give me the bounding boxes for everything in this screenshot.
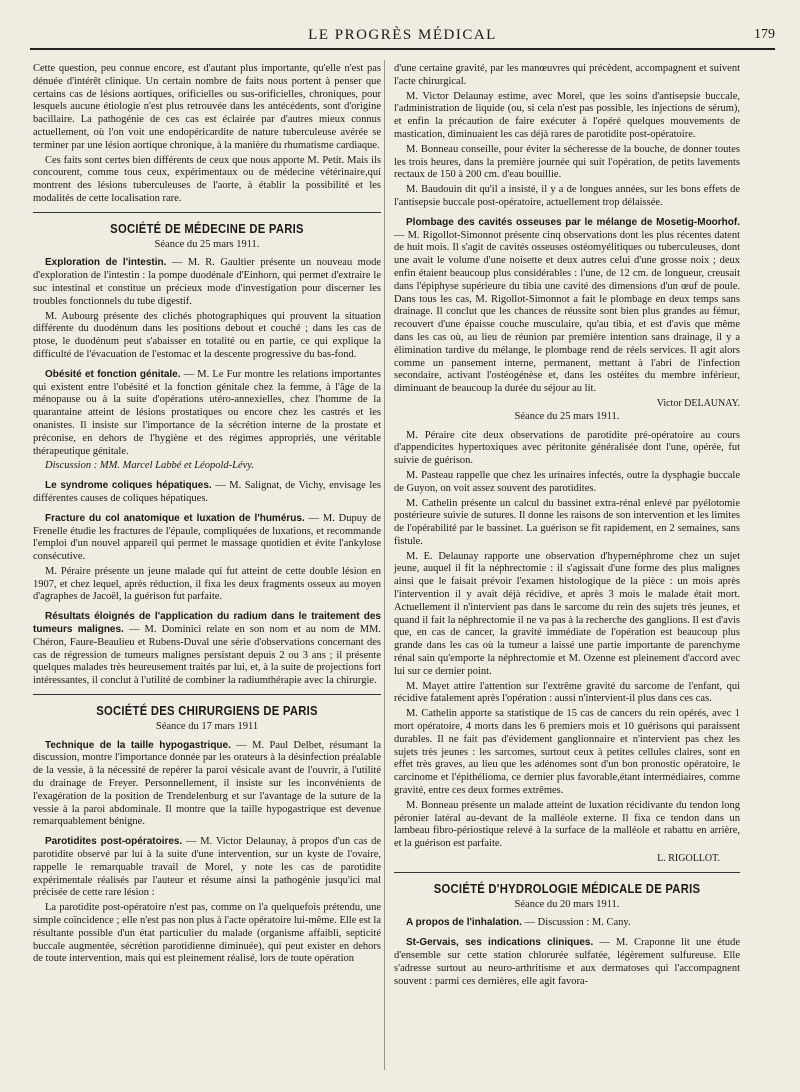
report-text: — M. Paul Delbet, résumant la discussion, montre l'importance donnée par les orateurs à la désinfection préalable de la vessie, à la nécessité de repérer la paroi vésicale avant de l'ouvrir, à l'utilité du drainage de Freyer. Personnellement, il insiste sur les inconvénients de l'exagération de la position de Trendelenburg et sur l'avantage de la suture de la vessie à la paroi abdominale. Il montre que la taille hypogastrique est devenue remarquablement bénigne. xyxy=(33,739,381,828)
society-title: SOCIÉTÉ D'HYDROLOGIE MÉDICALE DE PARIS xyxy=(433,880,701,896)
author-signature: L. RIGOLLOT. xyxy=(657,853,720,865)
report-text: — M. Craponne lit une étude d'ensemble sur cette station chlorurée sulfatée, légèrement sulfureuse. Elle s'adresse surtout au neuro-arthritisme et aux dermatoses qui l'accompagnent souvent : parmi ces dernières, elle agit favora- xyxy=(394,937,740,987)
report-item: M. Baudouin dit qu'il a insisté, il y a de longues années, sur les bons effets de l'antisepsie buccale post-opératoire, actuellement trop délaissée. xyxy=(394,184,740,208)
society-title: SOCIÉTÉ DE MÉDECINE DE PARIS xyxy=(110,220,304,236)
report-item xyxy=(394,217,740,396)
report-item xyxy=(394,917,740,930)
continued-paragraph: d'une certaine gravité, par les manœuvres qui précèdent, accompagnent et suivent l'acte chirurgical. xyxy=(394,63,740,87)
author-signature: Victor DELAUNAY. xyxy=(656,397,740,409)
report-text: — M. Victor Delaunay, à propos d'un cas de parotidite observé par lui à la suite d'une intervention, sur un kyste de l'ovaire, rappelle le remarquable travail de Morel, y note les cas de parotidite expérimentale réalisés par l'auteur et résume ainsi la pathogénie jusqu'ici mal précisée de cette rare lésion : xyxy=(33,836,381,899)
report-item: M. Victor Delaunay estime, avec Morel, que les soins d'antisepsie buccale, l'administration de liquide (ou, si cela n'est pas possible, les injections de sérum), et enfin la précaution de faire exécuter à l'opéré quelques mouvements de mastication, diminuaient les cas déjà rares de parotidite post-opératoire. xyxy=(394,90,740,140)
report-item xyxy=(33,460,381,473)
section-rule xyxy=(394,872,740,873)
report-text: — M. R. Gaultier présente un nouveau mode d'exploration de l'intestin : la pompe duodénale d'Einhorn, qui permet d'extraire le suc intestinal et constitue un précieux mode d'investigation pour discerner les troubles fonctionnels du tube digestif. xyxy=(33,257,381,307)
report-item: M. Péraire cite deux observations de parotidite pré-opératoire au cours d'appendicites hypertoxiques avec péritonite généralisée dont l'une, opérée, fut suivie de guérison. xyxy=(394,429,740,467)
report-item xyxy=(394,937,740,988)
report-item: M. Bonneau présente un malade atteint de luxation récidivante du tendon long péronier latéral au-devant de la malléole externe. Il fixa ce tendon dans un lambeau fibro-périostique relevé à la surface de la malléole et rabattu en arrière, et la guérison est parfaite. xyxy=(394,799,740,850)
report-item xyxy=(33,513,381,564)
report-text: — M. Dupuy de Frenelle étudie les fractures de l'épaule, compliquées de luxations, et recommande l'emploi d'un nouvel appareil qui permet le massage quotidien et évite l'ankylose consécutive. xyxy=(33,512,381,563)
report-text: — Discussion : M. Cany. xyxy=(521,917,631,929)
report-item: M. Cathelin apporte sa statistique de 15 cas de cancers du rein opérés, avec 1 mort opératoire, 4 morts dans les 6 premiers mois et 10 guérisons qui paraissent durables. Il ne fait pas d'évidement ganglionnaire et n'intervient pas chez les sujets très jeunes : les sarcomes, surtout ceux à petites cellules claires, sont en effet très graves, au lieu que les adénomes sont d'un bon pronostic opératoire, le carcinome et l'épithélioma, ce dernier plus favorable,étant intermédiaires, comme gravité, entre ces deux formes extrêmes. xyxy=(394,708,740,797)
report-item xyxy=(33,369,381,459)
report-text: — M. Rigollot-Simonnot présente cinq observations dont les plus récentes datent de huit mois. Il s'agit de cavités osseuses ostéomyélitiques ou tuberculeuses, dont une avait le volume d'une noisette et deux autres celui d'une grosse noix ; deux enfin étaient beaucoup plus considérables : l'une, de 12 cm. de longueur, creusait dans l'épiphyse supérieure du tibia une cavité des dimensions d'un œuf de poule. Dans tous les cas, M. Rigollot-Simonnot a fait le plombage en deux temps sans drainage. Il conclut que les chances de réussite sont bien plus grandes au fémur, recouvert d'une épaisse couche musculaire, qu'au tibia, et est d'avis que même dans les cas où, au lieu de réunion par première intention sans drainage, il y a élimination tardive du mélange, le plombage rend de réels services. Il agit alors comme un pansement interne, permanent, mettant à l'abri de l'infection secondaire, activant l'ostéogénèse et, dans les ostéites du membre inférieur, diminuant de beaucoup la durée du séjour au lit. xyxy=(394,229,740,395)
report-text: Discussion : MM. Marcel Labbé et Léopold-Lévy. xyxy=(45,460,254,472)
left-column xyxy=(33,63,381,968)
seance-date: Séance du 17 mars 1911 xyxy=(155,720,259,732)
report-item: M. E. Delaunay rapporte une observation d'hypernéphrome chez un sujet jeune, auquel il fit la néphrectomie : il s'agissait d'une forme des plus malignes ainsi que le faisait prévoir l'examen histologique de la pièce : un mois après l'intervention il y avait déjà récidive, et après 3 mois le malade était mort. Actuellement il n'intervient pas dans le sarcome du rein des sujets très jeunes, et quand il fait la néphrectomie il ne va pas à la recherche des ganglions. Il est d'avis que, en cas de cancer, la gravité immédiate de l'opération est beaucoup plus grande dans les cas où la tumeur a laissé une partie importante de parenchyme rénal sain qu'emporte la néphrectomie et M. Ozenne est pleinement d'accord avec lui sur ce dernier point. xyxy=(394,550,740,677)
report-heading: Résultats éloignés de l'application du radium dans le traitement des tumeurs malignes. xyxy=(33,611,381,636)
seance-date: Séance du 25 mars 1911. xyxy=(514,410,620,422)
report-item xyxy=(33,311,381,362)
journal-title: LE PROGRÈS MÉDICAL xyxy=(308,27,497,43)
report-heading: St-Gervais, ses indications cliniques. xyxy=(406,937,594,949)
report-text: M. Aubourg présente des clichés photographiques qui prouvent la situation différente du duodénum dans les positions debout et couché ; dans les cas de ptose, le duodénum peut s'abaisser en totalité ou en partie, ce qui explique la difficulté de l'évacuation de l'estomac et la descente progressive du bas-fond. xyxy=(33,310,381,360)
report-item: M. Bonneau conseille, pour éviter la sécheresse de la bouche, de donner toutes les trois heures, dans la première journée qui suit l'opération, de petits lavements rectaux de 150 à 200 cm. d'eau bouillie. xyxy=(394,143,740,181)
intro-paragraph: Ces faits sont certes bien différents de ceux que nous apporte M. Petit. Mais ils concourent, comme tous ceux, expérimentaux ou de médecine vétérinaire,qui montrent des lésions tuberculeuses de l'aorte, à établir la possibilité et les modalités de cette localisation rare. xyxy=(33,154,381,204)
running-header xyxy=(30,22,775,50)
report-item: M. Mayet attire l'attention sur l'extrême gravité du sarcome de l'enfant, qui récidive fatalement après l'opération : aussi n'intervient-il plus dans ces cas. xyxy=(394,680,740,705)
report-heading: Obésité et fonction génitale. xyxy=(45,368,181,380)
report-item: M. Cathelin présente un calcul du bassinet extra-rénal enlevé par pyélotomie postérieure suivie de sutures. Il donne les raisons de son intervention et les limites de l'opérabilité par le bassinet. La guérison se fit rapidement, en 2 semaines, sans fistule. xyxy=(394,497,740,547)
seance-date: Séance du 25 mars 1911. xyxy=(154,238,260,250)
intro-paragraph: Cette question, peu connue encore, est d'autant plus importante, qu'elle n'est pas dénuée d'intérêt clinique. Un certain nombre de faits nous portent à penser que certains cas de lésions aortiques, orificielles ou sus-orificielles, chroniques, pour lesquels aucune étiologie n'est plus retrouvée dans les antécédents, sont d'origine bacillaire. La pathogénie de ces cas est éclairée par d'autres mieux connus actuellement, où l'on voit une endopéricardite de nature tuberculeuse avérée se terminer par une lésion aortique chronique, à la manière du rhumatisme cardiaque. xyxy=(33,63,381,151)
column-divider xyxy=(384,60,385,1070)
report-item: M. Pasteau rappelle que chez les urinaires infectés, outre la dysphagie buccale de Guyon, on voit assez souvent des parotidites. xyxy=(394,469,740,494)
report-heading: Fracture du col anatomique et luxation de l'humérus. xyxy=(45,512,305,524)
report-text: — M. Le Fur montre les relations importantes qui existent entre l'obésité et la fonction génitale chez la femme, à l'âge de la ménopause ou à la suite d'opérations utéro-annexielles, chez l'homme de la quarantaine atteint de lésions prostatiques ou encore chez les castrés et les onanistes. Il insiste sur l'importance de la sécrétion interne de la prostate et préconise, en dehors de l'hygiène et des régimes appropriés, une véritable thérapeutique génitale. xyxy=(33,368,381,457)
report-item xyxy=(33,836,381,900)
report-item xyxy=(33,902,381,966)
report-heading: A propos de l'inhalation. xyxy=(406,917,522,929)
report-item xyxy=(33,480,381,506)
report-heading: Technique de la taille hypogastrique. xyxy=(45,739,231,751)
report-heading: Exploration de l'intestin. xyxy=(45,257,167,269)
section-rule xyxy=(33,694,381,695)
report-text: M. Péraire présente un jeune malade qui fut atteint de cette double lésion en 1907, et chez lequel, après réduction, il fixa les deux fragments osseux au moyen d'agraphes de Jacoël, la guérison fut parfaite. xyxy=(33,565,381,603)
section-rule xyxy=(33,212,381,213)
seance-date: Séance du 20 mars 1911. xyxy=(514,898,620,910)
report-item xyxy=(33,740,381,830)
report-item xyxy=(33,611,381,688)
report-heading: Plombage des cavités osseuses par le mélange de Mosetig-Moorhof. xyxy=(406,216,740,228)
report-heading: Le syndrome coliques hépatiques. xyxy=(45,480,212,492)
page-number: 179 xyxy=(754,27,775,42)
report-text: — M. Dominici relate en son nom et au nom de MM. Chéron, Faure-Beaulieu et Rubens-Duval une série d'observations concernant des cas de régression de tumeurs malignes persistant depuis 2 ou 3 ans ; il présente quelques malades très heureusement traités par lui, et, à la suite de projections fort intéressantes, il conclut à l'utilité de combiner la radiumthérapie avec la chirurgie. xyxy=(33,624,382,687)
report-text: La parotidite post-opératoire n'est pas, comme on l'a quelquefois prétendu, une simple coïncidence ; elle n'est pas non plus à l'acte opératoire lui-même. Elle est la résultante possible d'un état particulier du malade (organisme affaibli, septicité buccale augmentée, sécrétion parotidienne diminuée), qui peut exister en dehors de toute intervention, mais qui est pleinement réalisé, lors de toute opération xyxy=(33,902,381,965)
report-heading: Parotidites post-opératoires. xyxy=(45,836,183,848)
report-text: — M. Salignat, de Vichy, envisage les différentes causes de coliques hépatiques. xyxy=(33,480,382,504)
report-item xyxy=(33,566,381,604)
report-item xyxy=(33,257,381,308)
society-title: SOCIÉTÉ DES CHIRURGIENS DE PARIS xyxy=(96,703,318,719)
right-column xyxy=(394,63,740,990)
